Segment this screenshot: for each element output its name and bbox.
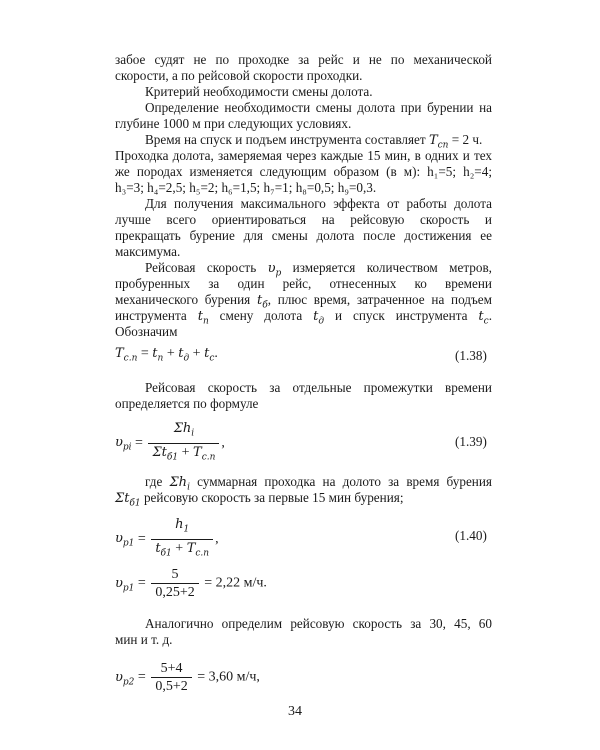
equation-1-40: $\upsilon_{р1}$ = $\frac{h_1}{t_{б1} + T_{с.п}}$ , (115, 517, 219, 559)
para7-line1a: где (145, 474, 170, 489)
calc1-numerator: 5 (151, 566, 198, 584)
para3-line4: h₃=3; h₄=2,5; h₅=2; h₆=1,5; h₇=1; h₈=0,5; h₉=0,3. (115, 180, 377, 195)
v-r-symbol: $\upsilon_р$ (267, 261, 282, 279)
para6-line1: Рейсовая скорость за отдельные промежутки времени (145, 380, 492, 395)
calc-v-r2: $\upsilon_{р2}$ = $\frac{5+4}{0,5+2}$ = 3,60 м/ч, (115, 661, 260, 694)
para7-line2b: рейсовую скорость за первые 15 мин бурения; (140, 490, 404, 505)
equation-number-1-38: (1.38) (455, 348, 487, 363)
calc1-denominator: 0,25+2 (155, 585, 195, 600)
t-sp-symbol: $T_{сп}$ (428, 133, 449, 151)
calc2-denominator: 0,5+2 (155, 679, 188, 694)
para7-line1b: суммарная проходка на долото за время бурения (189, 474, 492, 489)
sum-h-symbol: $\Sigma h_i$ (169, 475, 190, 493)
equation-1-39: $\upsilon_{рi}$ = $\frac{\Sigma h_i}{\Sigma t_{б1} + T_{с.п}}$ , (115, 421, 225, 463)
calc2-result: = 3,60 м/ч, (197, 669, 260, 685)
page-number: 34 (288, 704, 302, 719)
para3-line1b: = 2 ч. (448, 132, 483, 147)
para6-line2: определяется по формуле (115, 396, 259, 411)
para5-line4b: смену долота (208, 308, 314, 323)
para5-line4a: инструмента (115, 308, 198, 323)
para1-line1: забое судят не по проходке за рейс и не по механической (115, 52, 492, 67)
para8-line2: мин и т. д. (115, 632, 173, 647)
para5-line4c: и спуск инструмента (324, 308, 479, 323)
para5-line3a: механического бурения (115, 292, 257, 307)
equation-number-1-39: (1.39) (455, 434, 487, 449)
t-p-symbol: $t_п$ (197, 309, 209, 327)
para3-line2: Проходка долота, замеряемая через каждые 15 мин, в одних и тех (115, 148, 492, 163)
sum-t-symbol: $\Sigma t_{б1}$ (115, 491, 141, 509)
para5-line1a: Рейсовая скорость (145, 260, 268, 275)
para4-line2: лучше всего ориентироваться на рейсовую скорость и (115, 212, 492, 227)
equation-number-1-40: (1.40) (455, 528, 487, 543)
para5-line1b: измеряется количеством метров, (281, 260, 492, 275)
para5-line3b: , плюс время, затраченное на подъем (267, 292, 493, 307)
para7-line2 (115, 490, 492, 512)
heading-criterion: Критерий необходимости смены долота. (145, 84, 373, 99)
calc-v-r1: $\upsilon_{р1}$ = $\frac{5}{0,25+2}$ = 2,22 м/ч. (115, 567, 267, 600)
t-b-symbol: $t_б$ (256, 293, 268, 311)
para1-line2: скорости, а по рейсовой скорости проходки. (115, 68, 363, 83)
calc1-result: = 2,22 м/ч. (204, 575, 267, 591)
para4-line3: прекращать бурение для смены долота после достижения ее (115, 228, 492, 243)
calc2-numerator: 5+4 (151, 660, 191, 678)
para3-line1a: Время на спуск и подъем инструмента составляет (145, 132, 429, 147)
para2-line2: глубине 1000 м при следующих условиях. (115, 116, 352, 131)
para4-line1: Для получения максимального эффекта от работы долота (145, 196, 492, 211)
para8-line1: Аналогично определим рейсовую скорость за 30, 45, 60 (145, 616, 492, 631)
para5-line5: Обозначим (115, 324, 178, 339)
para2-line1: Определение необходимости смены долота при бурении на (145, 100, 492, 115)
para5-line2: пробуренных за один рейс, отнесенных ко времени (115, 276, 492, 291)
t-c-symbol: $t_с$ (478, 309, 489, 327)
t-d-symbol: $t_д$ (313, 309, 325, 327)
equation-1-38: $T_{с.п} = t_п + t_д + t_с$. (115, 346, 218, 364)
para4-line4: максимума. (115, 244, 181, 259)
para3-line3: же породах изменяется следующим образом (в м): h₁=5; h₂=4; (115, 164, 492, 179)
para5-line4: инструмента $t_п$ смену долота $t_д$ и спуск инструмента $t_с$. (115, 308, 492, 327)
